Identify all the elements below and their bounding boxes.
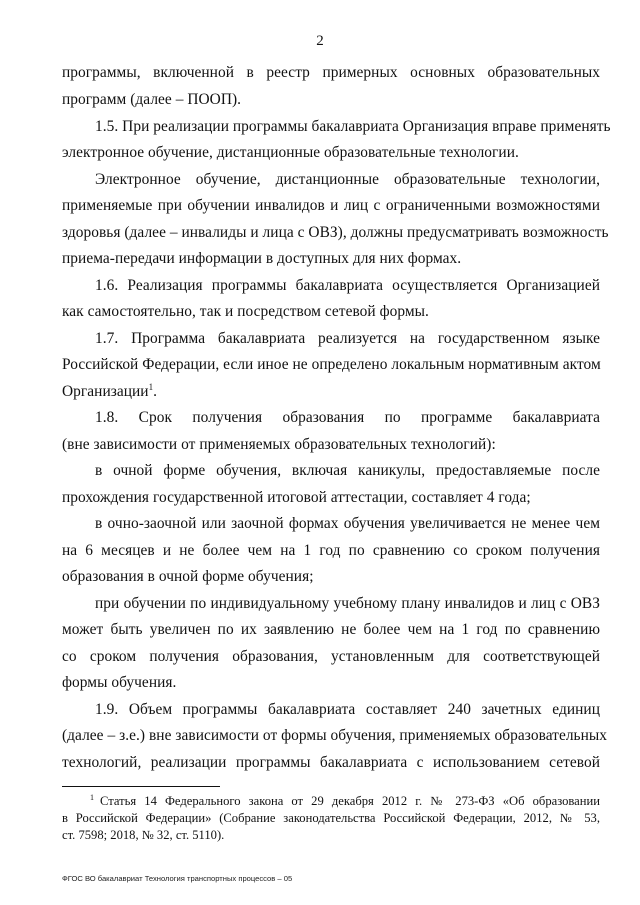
body-line: 1.5. При реализации программы бакалавриата Организация вправе применять: [95, 118, 611, 135]
body-line: 1.6. Реализация программы бакалавриата осуществляется Организацией: [95, 277, 600, 294]
body-line: 1.8. Срок получения образования по программе бакалавриата: [95, 409, 600, 426]
body-line: в очно-заочной или заочной формах обучения увеличивается не менее чем: [95, 515, 600, 532]
body-line: 1.9. Объем программы бакалавриата составляет 240 зачетных единиц: [95, 701, 600, 718]
footnote-marker: 1: [90, 793, 94, 802]
body-line: прохождения государственной итоговой аттестации, составляет 4 года;: [62, 489, 531, 506]
body-line: со сроком получения образования, установленным для соответствующей: [62, 648, 600, 665]
footnote-line-text: Статья 14 Федерального закона от 29 декабря 2012 г. № 273-ФЗ «Об образовании: [100, 794, 600, 808]
body-line: может быть увеличен по их заявлению не более чем на 1 год по сравнению: [62, 621, 600, 638]
body-line: здоровья (далее – инвалиды и лица с ОВЗ), должны предусматривать возможность: [62, 224, 609, 241]
body-line: (вне зависимости от применяемых образовательных технологий):: [62, 436, 496, 453]
body-line: программы, включенной в реестр примерных основных образовательных: [62, 64, 600, 81]
body-line: программ (далее – ПООП).: [62, 91, 242, 108]
footnote-line: в Российской Федерации» (Собрание законодательства Российской Федерации, 2012, № 53,: [62, 811, 600, 825]
body-line-with-footnote: [62, 383, 600, 401]
body-line: электронное обучение, дистанционные образовательные технологии.: [62, 144, 519, 161]
body-line: Российской Федерации, если иное не определено локальным нормативным актом: [62, 356, 601, 373]
body-line: применяемые при обучении инвалидов и лиц с ограниченными возможностями: [62, 197, 600, 214]
body-line: образования в очной форме обучения;: [62, 568, 314, 585]
body-line: как самостоятельно, так и посредством сетевой формы.: [62, 303, 429, 320]
body-line: технологий, реализации программы бакалавриата с использованием сетевой: [62, 754, 600, 771]
footnote-separator: [62, 786, 220, 787]
page-number: 2: [316, 33, 324, 49]
body-line: формы обучения.: [62, 674, 177, 691]
body-line: (далее – з.е.) вне зависимости от формы обучения, применяемых образовательных: [62, 727, 608, 744]
footnote-line: [90, 794, 600, 809]
page-footer: ФГОС ВО бакалавриат Технология транспортных процессов – 05: [62, 874, 293, 883]
body-line: приема-передачи информации в доступных для них формах.: [62, 250, 462, 267]
body-line-suffix: .: [153, 383, 158, 400]
body-line: Электронное обучение, дистанционные образовательные технологии,: [95, 171, 600, 188]
body-line: на 6 месяцев и не более чем на 1 год по сравнению со сроком получения: [62, 542, 600, 559]
body-line-text: Организации: [62, 383, 149, 400]
body-line: в очной форме обучения, включая каникулы, предоставляемые после: [95, 462, 600, 479]
body-line: 1.7. Программа бакалавриата реализуется на государственном языке: [95, 330, 600, 347]
footnote-line: ст. 7598; 2018, № 32, ст. 5110).: [62, 828, 225, 842]
body-line: при обучении по индивидуальному учебному плану инвалидов и лиц с ОВЗ: [95, 595, 600, 612]
footnote-reference[interactable]: 1: [148, 382, 154, 392]
